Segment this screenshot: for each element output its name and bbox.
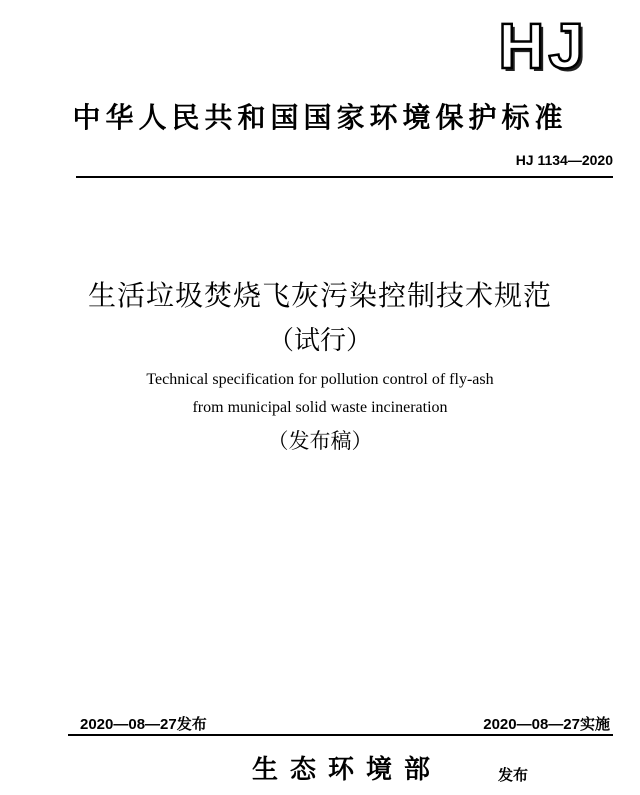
issue-date: 2020—08—27发布 <box>80 716 207 733</box>
english-title-line-2: from municipal solid waste incineration <box>192 399 448 416</box>
top-divider <box>76 176 613 178</box>
english-title <box>0 366 640 422</box>
draft-label: （发布稿） <box>267 429 373 453</box>
trial-label: （试行） <box>267 326 372 356</box>
effective-date: 2020—08—27实施 <box>483 716 610 733</box>
document-title: 生活垃圾焚烧飞灰污染控制技术规范 <box>87 279 552 312</box>
bottom-divider <box>68 734 613 736</box>
issuer-name: 生态环境部 <box>252 755 443 785</box>
hj-logo: HJ <box>498 10 588 82</box>
publish-label: 发布 <box>498 766 529 784</box>
english-title-line-1: Technical specification for pollution control of fly-ash <box>146 371 494 388</box>
org-title: 中华人民共和国国家环境保护标准 <box>72 101 568 134</box>
standard-number: HJ 1134—2020 <box>515 152 613 168</box>
